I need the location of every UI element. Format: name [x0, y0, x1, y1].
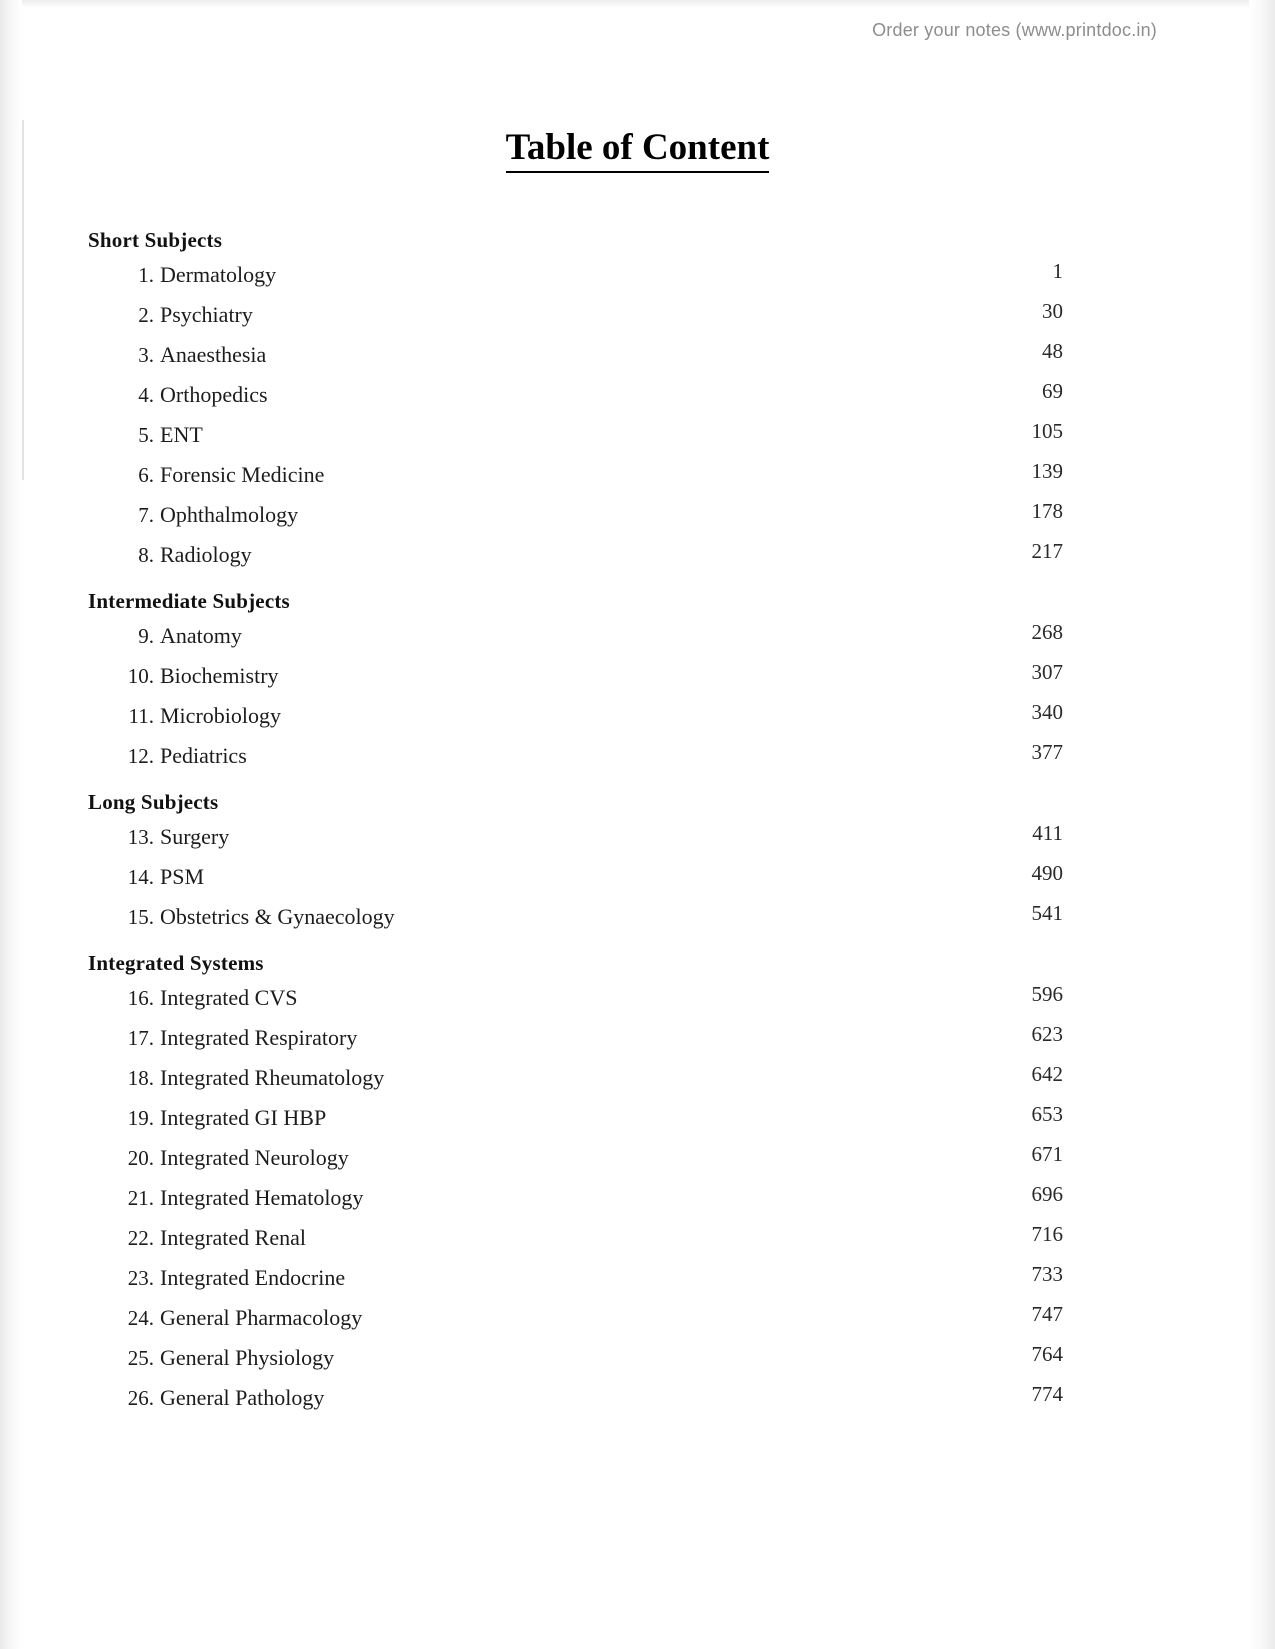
- page-spine-mark: [22, 120, 24, 480]
- toc-entry-page-number: 139: [1031, 459, 1063, 483]
- toc-entry-number: 25.: [127, 1346, 154, 1370]
- toc-entry-page-number: 411: [1032, 821, 1063, 845]
- toc-entry-page-number: 596: [1031, 982, 1063, 1006]
- toc-entry[interactable]: [88, 1018, 1063, 1058]
- toc-entry-label: Biochemistry: [160, 663, 279, 688]
- toc-entry-page-number: 642: [1031, 1062, 1063, 1086]
- page-edge-left: [0, 0, 22, 1649]
- toc-entry-page-number: 340: [1031, 700, 1063, 724]
- toc-entry[interactable]: [88, 375, 1063, 415]
- toc-entry[interactable]: [88, 978, 1063, 1018]
- toc-entry-number: 3.: [138, 343, 154, 367]
- toc-entry[interactable]: [88, 1378, 1063, 1418]
- toc-entry-label: Psychiatry: [160, 302, 253, 327]
- toc-section-entries: [88, 255, 1063, 575]
- toc-entry[interactable]: [88, 1178, 1063, 1218]
- toc-entry-label: Anatomy: [160, 623, 242, 648]
- toc-entry-page-number: 541: [1031, 901, 1063, 925]
- toc-entry-page-number: 69: [1042, 379, 1063, 403]
- toc-entry-label: Pediatrics: [160, 743, 247, 768]
- toc-entry-page-number: 217: [1031, 539, 1063, 563]
- toc-entry-label: Integrated Renal: [160, 1225, 306, 1250]
- toc-entry-page-number: 105: [1031, 419, 1063, 443]
- toc-entry-page-number: 307: [1031, 660, 1063, 684]
- toc-entry[interactable]: [88, 616, 1063, 656]
- toc-entry-number: 4.: [138, 383, 154, 407]
- toc-section-entries: [88, 978, 1063, 1418]
- toc-entry-label: Dermatology: [160, 262, 277, 287]
- toc-entry-label: Orthopedics: [160, 382, 268, 407]
- toc-entry[interactable]: [88, 857, 1063, 897]
- toc-section-heading: Integrated Systems: [88, 951, 264, 975]
- toc-entry-number: 14.: [127, 865, 154, 889]
- toc-entry-label: Integrated Rheumatology: [160, 1065, 385, 1090]
- toc-entry-number: 21.: [127, 1186, 154, 1210]
- toc-entry-number: 10.: [127, 664, 154, 688]
- toc-entry[interactable]: [88, 295, 1063, 335]
- table-of-contents: [88, 228, 1063, 1418]
- page-edge-top: [0, 0, 1275, 8]
- toc-entry-number: 7.: [138, 503, 154, 527]
- toc-entry[interactable]: [88, 1298, 1063, 1338]
- toc-entry-label: General Pathology: [160, 1385, 325, 1410]
- toc-entry-number: 16.: [127, 986, 154, 1010]
- toc-entry-label: Integrated Respiratory: [160, 1025, 358, 1050]
- toc-entry-number: 9.: [138, 624, 154, 648]
- toc-entry[interactable]: [88, 1338, 1063, 1378]
- toc-entry-number: 18.: [127, 1066, 154, 1090]
- toc-entry[interactable]: [88, 897, 1063, 937]
- toc-entry-label: General Physiology: [160, 1345, 335, 1370]
- toc-entry-number: 6.: [138, 463, 154, 487]
- toc-entry-page-number: 764: [1031, 1342, 1063, 1366]
- toc-entry-page-number: 1: [1052, 259, 1063, 283]
- toc-entry-number: 19.: [127, 1106, 154, 1130]
- toc-entry[interactable]: [88, 1138, 1063, 1178]
- toc-entry-page-number: 48: [1042, 339, 1063, 363]
- toc-entry[interactable]: [88, 1058, 1063, 1098]
- toc-entry-label: Integrated CVS: [160, 985, 298, 1010]
- toc-entry-number: 12.: [127, 744, 154, 768]
- toc-section-heading: Long Subjects: [88, 790, 219, 814]
- toc-entry-label: Obstetrics & Gynaecology: [160, 904, 395, 929]
- toc-entry-label: Surgery: [160, 824, 230, 849]
- toc-entry-number: 23.: [127, 1266, 154, 1290]
- toc-entry-number: 1.: [138, 263, 154, 287]
- toc-entry-label: ENT: [160, 422, 203, 447]
- toc-entry[interactable]: [88, 1258, 1063, 1298]
- toc-entry-number: 20.: [127, 1146, 154, 1170]
- toc-entry[interactable]: [88, 1098, 1063, 1138]
- toc-entry-label: Forensic Medicine: [160, 462, 325, 487]
- toc-entry-page-number: 716: [1031, 1222, 1063, 1246]
- page-title: [0, 126, 1275, 169]
- toc-entry-number: 13.: [127, 825, 154, 849]
- toc-entry[interactable]: [88, 455, 1063, 495]
- toc-entry-page-number: 178: [1031, 499, 1063, 523]
- toc-section-heading: Intermediate Subjects: [88, 589, 290, 613]
- toc-entry-page-number: 268: [1031, 620, 1063, 644]
- toc-entry-page-number: 696: [1031, 1182, 1063, 1206]
- toc-entry-number: 2.: [138, 303, 154, 327]
- toc-entry-page-number: 671: [1031, 1142, 1063, 1166]
- toc-entry-number: 5.: [138, 423, 154, 447]
- toc-entry-label: Ophthalmology: [160, 502, 299, 527]
- toc-entry[interactable]: [88, 535, 1063, 575]
- toc-entry-page-number: 623: [1031, 1022, 1063, 1046]
- toc-entry-label: PSM: [160, 864, 205, 889]
- toc-entry[interactable]: [88, 255, 1063, 295]
- toc-entry-number: 24.: [127, 1306, 154, 1330]
- toc-entry[interactable]: [88, 495, 1063, 535]
- page-title-text: Table of Content: [506, 127, 770, 173]
- toc-entry-page-number: 747: [1031, 1302, 1063, 1326]
- toc-entry[interactable]: [88, 736, 1063, 776]
- toc-section-entries: [88, 616, 1063, 776]
- toc-entry-page-number: 30: [1042, 299, 1063, 323]
- toc-entry-page-number: 774: [1031, 1382, 1063, 1406]
- toc-entry[interactable]: [88, 1218, 1063, 1258]
- toc-entry-page-number: 377: [1031, 740, 1063, 764]
- toc-entry[interactable]: [88, 817, 1063, 857]
- toc-entry-label: Integrated Neurology: [160, 1145, 349, 1170]
- toc-entry-number: 17.: [127, 1026, 154, 1050]
- watermark-text: Order your notes (www.printdoc.in): [872, 20, 1157, 40]
- toc-entry-label: Microbiology: [160, 703, 281, 728]
- toc-entry-number: 22.: [127, 1226, 154, 1250]
- page-edge-right: [1249, 0, 1275, 1649]
- toc-section-entries: [88, 817, 1063, 937]
- toc-entry-page-number: 490: [1031, 861, 1063, 885]
- toc-entry-number: 11.: [128, 704, 154, 728]
- toc-section-heading: Short Subjects: [88, 228, 223, 252]
- toc-entry-label: Integrated Hematology: [160, 1185, 364, 1210]
- toc-entry-label: Integrated Endocrine: [160, 1265, 346, 1290]
- toc-entry[interactable]: [88, 696, 1063, 736]
- toc-entry-page-number: 653: [1031, 1102, 1063, 1126]
- toc-entry-page-number: 733: [1031, 1262, 1063, 1286]
- toc-entry[interactable]: [88, 415, 1063, 455]
- toc-entry-number: 26.: [127, 1386, 154, 1410]
- toc-entry-number: 15.: [127, 905, 154, 929]
- toc-entry[interactable]: [88, 335, 1063, 375]
- toc-entry[interactable]: [88, 656, 1063, 696]
- toc-entry-label: Anaesthesia: [160, 342, 267, 367]
- toc-entry-label: Radiology: [160, 542, 252, 567]
- toc-entry-label: Integrated GI HBP: [160, 1105, 327, 1130]
- toc-entry-number: 8.: [138, 543, 154, 567]
- toc-entry-label: General Pharmacology: [160, 1305, 363, 1330]
